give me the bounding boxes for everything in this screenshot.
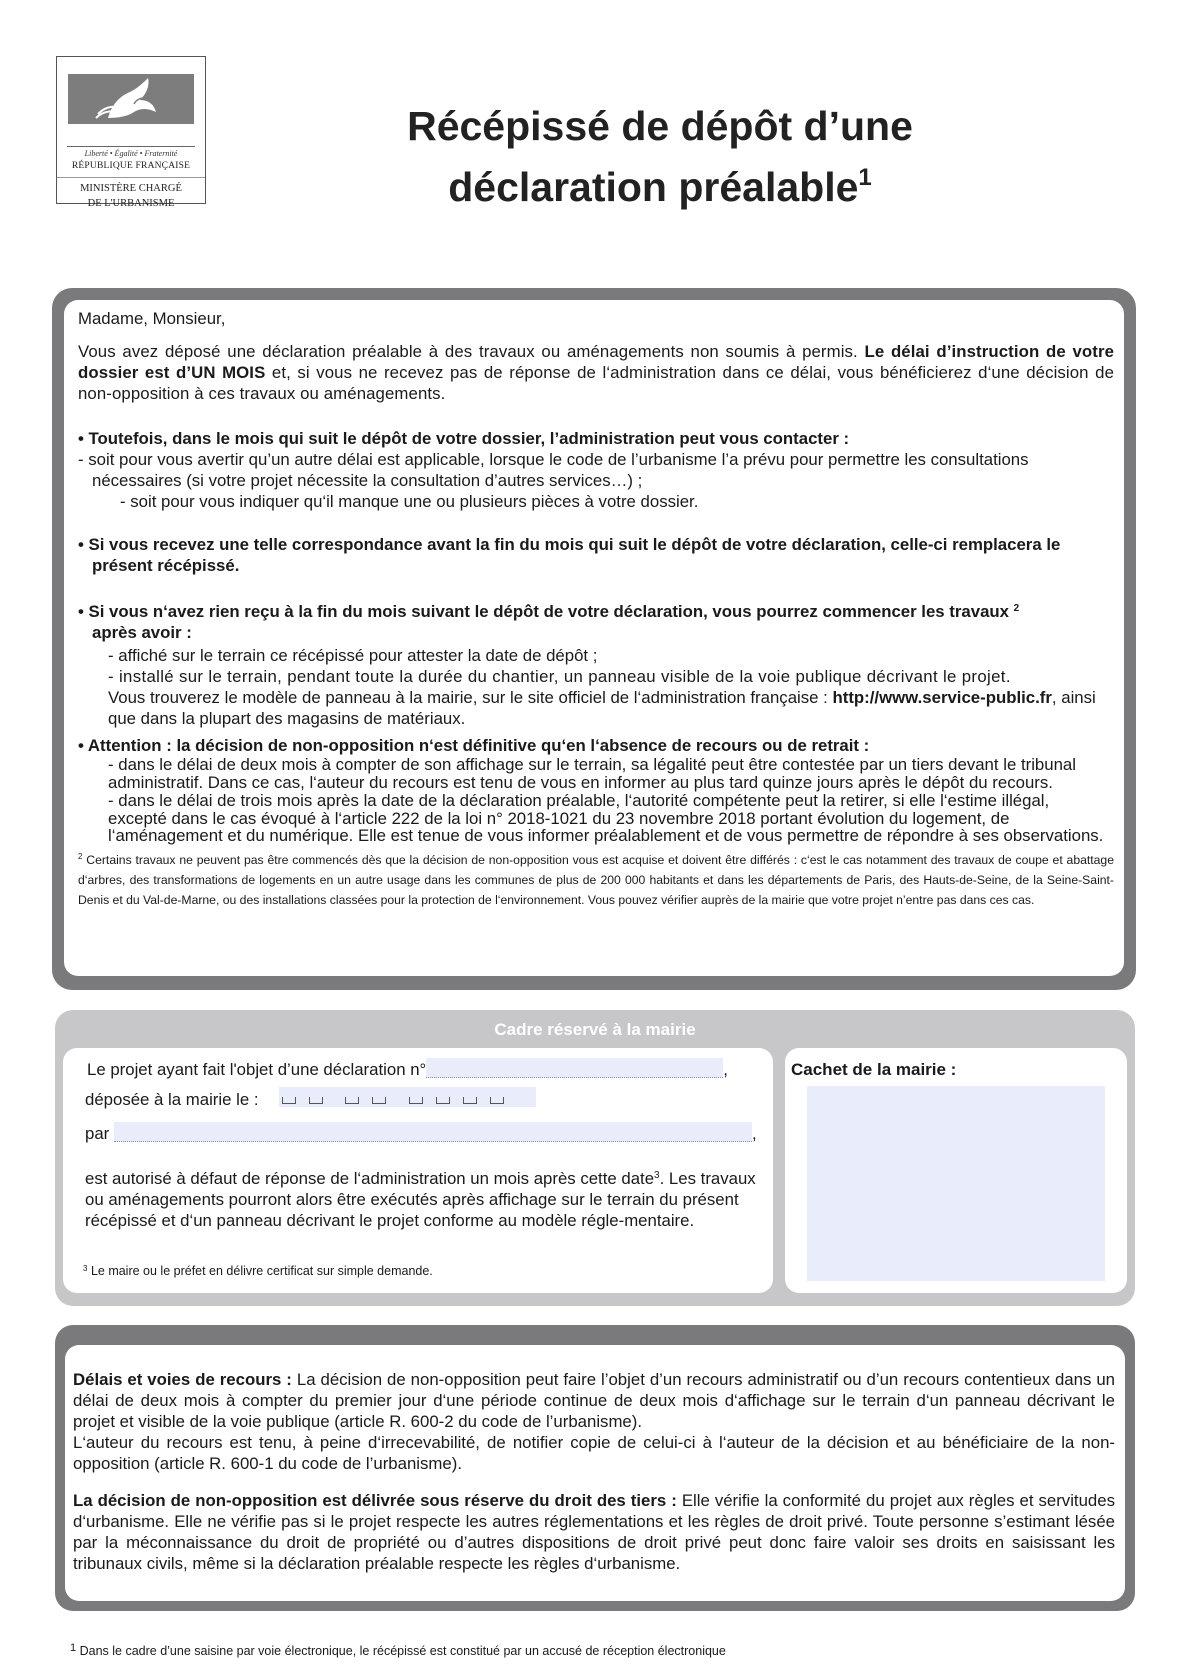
date-cell <box>282 1097 296 1104</box>
mairie-section-header: Cadre réservé à la mairie <box>494 1020 696 1039</box>
greeting: Madame, Monsieur, <box>78 309 226 328</box>
bullet-no-reply-end: après avoir : <box>92 623 192 642</box>
mairie-section <box>55 1010 1135 1306</box>
date-cell <box>372 1097 386 1104</box>
bullet-no-reply-item-3 <box>78 687 1114 729</box>
bullet-no-reply-item-1: - affiché sur le terrain ce récépissé pour attester la date de dépôt ; <box>108 646 598 665</box>
page-title-line2 <box>300 152 1020 213</box>
footnote-3 <box>83 1264 433 1278</box>
logo-country: RÉPUBLIQUE FRANÇAISE <box>71 161 191 171</box>
authorization-text-a: est autorisé à défaut de réponse de l‘administration un mois après cette date <box>85 1169 655 1188</box>
applicant-comma: , <box>751 1124 757 1143</box>
date-cell <box>436 1097 450 1104</box>
cachet-stamp-area[interactable] <box>807 1086 1105 1281</box>
bullet-attention-item-2: - dans le délai de trois mois après la date de la déclaration préalable, l‘autorité compétente peut la retirer, si elle l‘estime illégal, excepté dans le cas évoqué à l‘article 222 de la loi n° 2018-1021 du 23 novembre 2018 portant évolution du logement, de l‘aménagement et du numérique. Elle est tenue de vous informer préalablement et de vous permettre de répondre à ses observations. <box>108 791 1104 845</box>
logo-divider <box>67 146 195 147</box>
bullet-contact-item-1: - soit pour vous avertir qu’un autre délai est applicable, lorsque le code de l’urbanisme l’a prévu pour permettre les consultations nécessaires (si votre projet nécessite la consultation d’autres services…) ; <box>78 450 1029 490</box>
recours-text-1: La décision de non-opposition peut faire l’objet d’un recours administratif ou d’un recours contentieux dans un délai de deux mois à compter du premier jour d‘une période continue de deux mois d‘affichage sur le terrain d‘un panneau décrivant le projet et visible de la voie publique (article R. 600-2 du code de l’urbanisme). <box>73 1370 1115 1431</box>
bullet-no-reply-text: • Si vous n‘avez rien reçu à la fin du mois suivant le dépôt de votre déclaration, vous pourrez commencer les travaux <box>78 602 1009 621</box>
intro-text-a: Vous avez déposé une déclaration préalable à des travaux ou aménagements non soumis à permis. <box>78 342 865 361</box>
footnote-1 <box>70 1642 726 1658</box>
footnote-ref-2: 2 <box>1013 603 1020 614</box>
recours-paragraph-1 <box>73 1369 1115 1432</box>
logo-divider-2 <box>57 177 205 178</box>
cachet-panel <box>785 1048 1127 1293</box>
information-panel-content <box>64 300 1124 976</box>
recours-paragraph-2: L‘auteur du recours est tenu, à peine d‘irrecevabilité, de notifier copie de celui-ci à l‘auteur de la décision et au bénéficiaire de la non-opposition (article R. 600-1 du code de l’urbanisme). <box>73 1433 1115 1473</box>
bullet-no-reply <box>78 598 1114 643</box>
authorization-text <box>85 1165 775 1231</box>
page-title-line1: Récépissé de dépôt d’une <box>407 103 913 149</box>
footnote-ref-3: 3 <box>654 1170 660 1181</box>
bullet-no-reply-item-2: - installé sur le terrain, pendant toute la durée du chantier, un panneau visible de la voie publique décrivant le projet. <box>108 667 1011 686</box>
page-title <box>300 100 1020 213</box>
declaration-number-field[interactable] <box>426 1058 723 1078</box>
footnote-1-text: Dans le cadre d’une saisine par voie électronique, le récépissé est constitué par un accusé de réception électronique <box>79 1644 726 1658</box>
mairie-form <box>63 1048 773 1293</box>
recours-text-3: Elle vérifie la conformité du projet aux règles et servitudes d‘urbanisme. Elle ne vérifie pas si le projet respecte les autres réglementations et les règles de droit privé. Toute personne s’estimant lésée par la méconnaissance du droit de propriété ou d’autres dispositions de droit privé peut donc faire valoir ses droits en saisissant les tribunaux civils, même si la déclaration préalable respecte les règles d‘urbanisme. <box>73 1491 1115 1573</box>
panel-model-text: Vous trouverez le modèle de panneau à la mairie, sur le site officiel de l‘administration française : <box>108 688 833 707</box>
logo-motto: Liberté • Égalité • Fraternité <box>84 149 178 158</box>
footnote-2-num: 2 <box>78 851 83 861</box>
service-public-link[interactable]: http://www.service-public.fr <box>832 688 1052 707</box>
marianne-emblem-icon <box>68 74 194 124</box>
footnote-3-num: 3 <box>83 1264 88 1273</box>
bullet-correspondence: • Si vous recevez une telle correspondance avant la fin du mois qui suit le dépôt de votre déclaration, celle-ci remplacera le présent récépissé. <box>78 535 1061 575</box>
cachet-label: Cachet de la mairie : <box>791 1060 957 1079</box>
page-title-line2-text: déclaration préalable <box>448 164 859 210</box>
recours-panel-content <box>65 1345 1125 1601</box>
recours-paragraph-3 <box>73 1490 1115 1574</box>
declaration-number-row <box>87 1058 728 1080</box>
date-cell <box>490 1097 504 1104</box>
republique-francaise-logo <box>56 56 206 209</box>
recours-title: Délais et voies de recours : <box>73 1370 292 1389</box>
intro-paragraph <box>78 341 1114 404</box>
page-title-footnote-ref: 1 <box>858 164 872 191</box>
panel-model-text-end: , ainsi que dans la plupart des magasins de matériaux. <box>108 688 1096 728</box>
declaration-number-comma: , <box>723 1060 728 1079</box>
applicant-label: par <box>85 1124 110 1143</box>
bullet-attention-item-1: - dans le délai de deux mois à compter de son affichage sur le terrain, sa légalité peut être contestée par un tiers devant le tribunal administratif. Dans ce cas, l‘auteur du recours est tenu de vous en informer au plus tard quinze jours après le dépôt du recours. <box>108 755 1076 792</box>
footnote-2-text: Certains travaux ne peuvent pas être commencés dès que la décision de non-opposition vous est acquise et doivent être différés : c‘est le cas notamment des travaux de coupe et abattage d‘arbres, des transformations de logements en un autre usage dans les communes de plus de 200 000 habitants et dans les départements de Paris, des Hauts-de-Seine, de la Seine-Saint-Denis et du Val-de-Marne, ou des installations classées pour la protection de l‘environnement. Vous pouvez vérifier auprès de la mairie que votre projet n’entre pas dans ces cas. <box>78 852 1114 907</box>
droit-des-tiers-title: La décision de non-opposition est délivrée sous réserve du droit des tiers : <box>73 1491 677 1510</box>
footnote-1-num: 1 <box>70 1642 77 1654</box>
recours-panel <box>55 1325 1135 1611</box>
intro-text-bold: Le délai d’instruction de votre dossier est d’UN MOIS <box>78 342 1115 382</box>
bullet-contact-title: • Toutefois, dans le mois qui suit le dépôt de votre dossier, l’administration peut vous contacter : <box>78 429 850 448</box>
authorization-text-b: . Les travaux ou aménagements pourront alors être exécutés après affichage sur le terrain du présent récépissé et d‘un panneau décrivant le projet conforme au modèle régle-mentaire. <box>85 1169 756 1230</box>
intro-text-b: et, si vous ne recevez pas de réponse de l‘administration dans ce délai, vous bénéficierez d‘une décision de non-opposition à ces travaux ou aménagements. <box>78 363 1114 403</box>
declaration-number-label: Le projet ayant fait l'objet d’une déclaration n° <box>87 1060 427 1079</box>
applicant-field[interactable] <box>114 1122 752 1142</box>
date-cell <box>463 1097 477 1104</box>
date-cell <box>309 1097 323 1104</box>
logo-ministry-line1: MINISTÈRE CHARGÉ <box>80 183 182 194</box>
deposit-date-field[interactable] <box>279 1087 536 1107</box>
logo-ministry <box>57 181 205 211</box>
date-cell <box>345 1097 359 1104</box>
applicant-row <box>85 1122 757 1144</box>
footnote-3-text: Le maire ou le préfet en délivre certificat sur simple demande. <box>90 1264 433 1278</box>
footnote-2 <box>78 847 1114 910</box>
logo-ministry-line2: DE L'URBANISME <box>87 198 175 209</box>
date-cell <box>409 1097 423 1104</box>
bullet-contact-item-2: - soit pour vous indiquer qu‘il manque une ou plusieurs pièces à votre dossier. <box>120 492 699 511</box>
bullet-attention-title: • Attention : la décision de non-opposition n‘est définitive qu‘en l‘absence de recours ou de retrait : <box>78 736 870 755</box>
information-panel <box>52 288 1136 990</box>
deposit-date-label: déposée à la mairie le : <box>85 1090 259 1109</box>
